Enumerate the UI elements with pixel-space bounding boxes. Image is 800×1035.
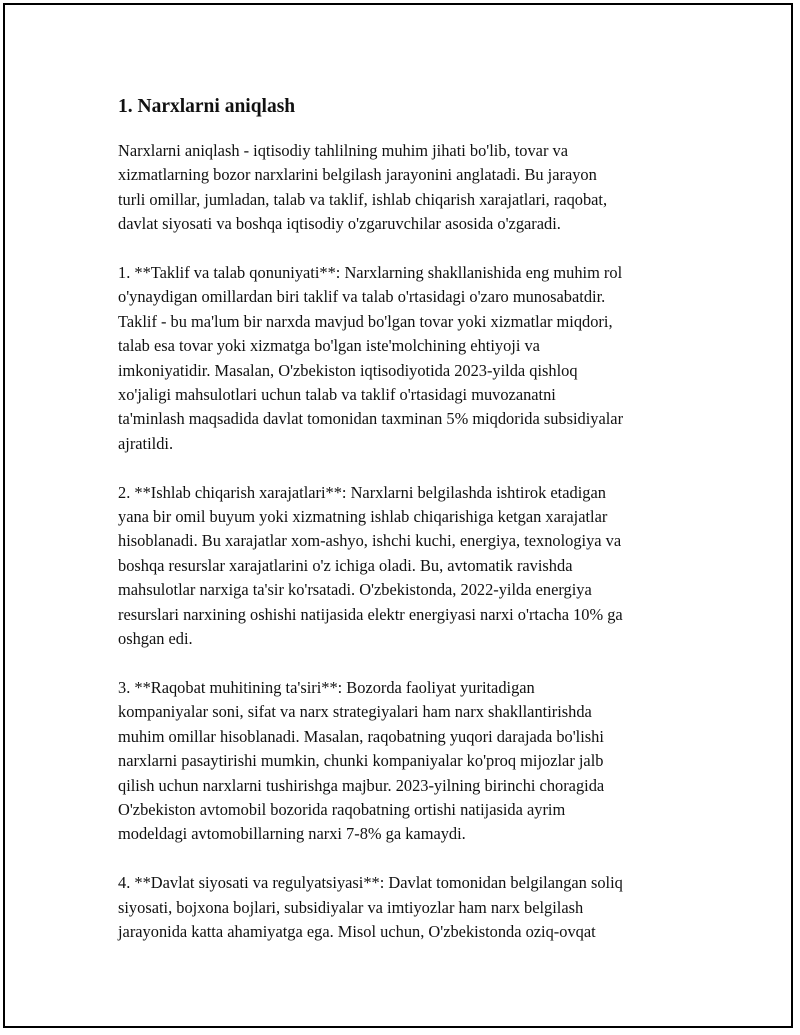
text-line: siyosati, bojxona bojlari, subsidiyalar va imtiyozlar ham narx belgilash — [118, 897, 584, 917]
production-costs-paragraph — [118, 481, 692, 652]
text-line: resurslari narxining oshishi natijasida elektr energiyasi narxi o'rtacha 10% ga — [118, 604, 623, 624]
text-line: Taklif - bu ma'lum bir narxda mavjud bo'lgan tovar yoki xizmatlar miqdori, — [118, 311, 613, 331]
text-line: talab esa tovar yoki xizmatga bo'lgan iste'molchining ehtiyoji va — [118, 336, 540, 356]
text-line: hisoblanadi. Bu xarajatlar xom-ashyo, ishchi kuchi, energiya, texnologiya va — [118, 531, 622, 551]
text-line: Narxlarni aniqlash - iqtisodiy tahlilning muhim jihati bo'lib, tovar va — [118, 141, 568, 160]
text-line: muhim omillar hisoblanadi. Masalan, raqobatning yuqori darajada bo'lishi — [118, 726, 604, 746]
section-heading: 1. Narxlarni aniqlash — [118, 96, 296, 117]
intro-paragraph — [118, 139, 692, 237]
text-line: ta'minlash maqsadida davlat tomonidan taxminan 5% miqdorida subsidiyalar — [118, 409, 624, 429]
supply-demand-paragraph — [118, 261, 692, 456]
text-line: 1. **Taklif va talab qonuniyati**: Narxlarning shakllanishida eng muhim rol — [118, 263, 623, 283]
text-line: 2. **Ishlab chiqarish xarajatlari**: Narxlarni belgilashda ishtirok etadigan — [118, 482, 606, 502]
text-line: boshqa resurslar xarajatlarini o'z ichiga oladi. Bu, avtomatik ravishda — [118, 555, 573, 575]
text-line: xo'jaligi mahsulotlari uchun talab va taklif o'rtasidagi muvozanatni — [118, 385, 556, 405]
text-line: modeldagi avtomobillarning narxi 7-8% ga kamaydi. — [118, 824, 466, 844]
text-line: 3. **Raqobat muhitining ta'siri**: Bozorda faoliyat yuritadigan — [118, 677, 535, 697]
text-line: O'zbekiston avtomobil bozorida raqobatning ortishi natijasida ayrim — [118, 799, 566, 819]
document-body — [118, 94, 692, 969]
text-line: mahsulotlar narxiga ta'sir ko'rsatadi. O'zbekistonda, 2022-yilda energiya — [118, 580, 592, 600]
text-line: ajratildi. — [118, 433, 174, 453]
text-line: o'ynaydigan omillardan biri taklif va talab o'rtasidagi o'zaro munosabatdir. — [118, 287, 606, 307]
text-line: 4. **Davlat siyosati va regulyatsiyasi**: Davlat tomonidan belgilangan soliq — [118, 873, 623, 893]
text-line: yana bir omil buyum yoki xizmatning ishlab chiqarishiga ketgan xarajatlar — [118, 507, 608, 527]
competition-paragraph — [118, 676, 692, 847]
text-line: oshgan edi. — [118, 629, 193, 649]
text-line: qilish uchun narxlarni tushirishga majbur. 2023-yilning birinchi choragida — [118, 775, 605, 795]
text-line: turli omillar, jumladan, talab va taklif, ishlab chiqarish xarajatlari, raqobat, — [118, 189, 608, 209]
state-policy-paragraph — [118, 871, 692, 944]
text-line: xizmatlarning bozor narxlarini belgilash jarayonini anglatadi. Bu jarayon — [118, 165, 597, 185]
text-line: jarayonida katta ahamiyatga ega. Misol uchun, O'zbekistonda oziq-ovqat — [118, 921, 596, 941]
text-line: narxlarni pasaytirishi mumkin, chunki kompaniyalar ko'proq mijozlar jalb — [118, 751, 604, 771]
text-line: kompaniyalar soni, sifat va narx strategiyalari ham narx shakllantirishda — [118, 702, 592, 722]
text-line: davlat siyosati va boshqa iqtisodiy o'zgaruvchilar asosida o'zgaradi. — [118, 214, 561, 234]
text-line: imkoniyatidir. Masalan, O'zbekiston iqtisodiyotida 2023-yilda qishloq — [118, 360, 578, 380]
